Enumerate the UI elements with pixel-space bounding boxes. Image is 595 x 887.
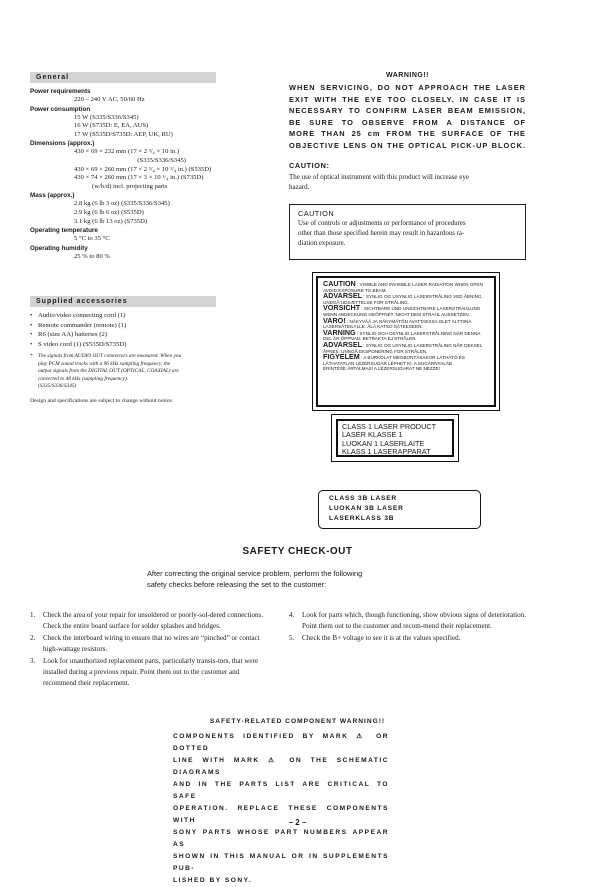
component-warning-line: SHOWN IN THIS MANUAL OR IN SUPPLEMENTS PUB- <box>173 853 389 872</box>
list-item: • Audio/video connecting cord (1) <box>30 312 126 319</box>
general-section <box>30 72 216 261</box>
label-row: VARO! : NÄKYVÄÄ JA NÄKYMÄTÖN AVATTAESSA OLET ALTTIINA LASERSÄTEILYLLE. ÄLÄ KATSO SÄTEESEEN. <box>323 315 472 330</box>
warning-line: OBJECTIVE LENS ON THE OPTICAL PICK-UP BLOCK. <box>289 140 526 150</box>
note-line: converted to 48 kHz (sampling frequency). <box>38 375 129 382</box>
list-item: 2. Check the interboard wiring to ensure that no wires are “pinched” or contact high-wattage resistors. <box>30 634 260 653</box>
warning-line: EXIT WITH THE EYE TOO CLOSELY. IN CASE IT IS <box>289 94 526 104</box>
power-consumption-value: 15 W (S335/S336/S345) <box>74 113 139 121</box>
dimensions-label: Dimensions (approx.) <box>30 140 95 148</box>
bullet-icon: • <box>30 312 33 319</box>
warning-line: WHEN SERVICING, DO NOT APPROACH THE LASER <box>289 83 526 92</box>
safety-steps-right <box>289 610 529 645</box>
component-warning-line: OPERATION. REPLACE THESE COMPONENTS WITH <box>173 805 389 824</box>
component-warning-body <box>173 731 389 887</box>
caution-box-title: CAUTION <box>298 209 335 218</box>
laser-caution-label <box>316 276 496 407</box>
bullet-icon: • <box>30 321 33 329</box>
label-row: ADVARSEL : SYNLIG OG USYNLIG LASERSTRÅLING VED ÅBNING. UNDGÅ UDSÆTTELSE FOR STRÅLING. <box>323 291 483 305</box>
caution-box-line: Use of controls or adjustments or performance of procedures <box>298 220 466 227</box>
class3b-line: CLASS 3B LASER <box>329 495 397 502</box>
class1-laser-label <box>336 419 454 457</box>
dimensions-value: 430 × 74 × 260 mm (17 × 3 × 10 ¹/₄ in.) (S735D) <box>74 174 204 182</box>
accessories-section <box>30 296 216 404</box>
list-item: 4. Look for parts which, though functioning, show obvious signs of deterioration. Point them out to the customer and recom-mend their replacement. <box>289 611 527 630</box>
label-row: FIGYELEM : A BURKOLAT MEGBONTÁSAKOR LÁTHATÓ ÉS LÁTHATATLAN LÉZERSUGÁR LÉPHET KI. A SUGÁRNYALÁB ÉRINTÉSE ÁRTALMAS! A LÉZERSUGARAT NE NÉZZE! <box>323 352 465 372</box>
operating-humidity-label: Operating humidity <box>30 244 88 252</box>
operating-temperature-label: Operating temperature <box>30 227 98 235</box>
safety-intro: After correcting the original service problem, perform the following safety checks before releasing the set to the customer: <box>147 569 363 589</box>
list-item: 1. Check the area of your repair for unsoldered or poorly-sol-dered connections. Check the entire board surface for solder splashes and bridges. <box>30 611 264 630</box>
list-item: • S video cord (1) (S535D/S735D) <box>30 340 127 348</box>
accessories-list <box>30 311 216 349</box>
component-warning-line: AND IN THE PARTS LIST ARE CRITICAL TO SAFE <box>173 781 389 800</box>
operating-temperature-value: 5 °C to 35 °C <box>74 235 110 243</box>
warning-line: MORE THAN 25 cm FROM THE SURFACE OF THE <box>289 129 526 139</box>
accessories-heading: Supplied accessories <box>30 296 216 307</box>
power-consumption-value: 16 W (S735D: E, EA, AUS) <box>74 122 149 130</box>
class1-line: KLASS 1 LASERAPPARAT <box>342 446 431 456</box>
caution-box-line: other than those specified herein may result in hazardous ra- <box>298 230 465 237</box>
label-row: VARNING : SYNLIG OCH OSYNLIG LASERSTRÅLNING NÄR DENNA DEL ÄR ÖPPNAD. BETRAKTA EJ STRÅLEN. <box>323 327 481 342</box>
safety-title: SAFETY CHECK-OUT <box>242 546 353 557</box>
note-line: output signals from the DIGITAL OUT (OPTICAL, COAXIAL) are <box>38 368 179 375</box>
class1-line: LUOKAN 1 LASERLAITE <box>342 438 425 448</box>
warning-section <box>289 72 526 192</box>
safety-steps-left <box>30 610 266 690</box>
bullet-icon: • <box>30 331 33 339</box>
note-mark: * <box>30 353 33 360</box>
audio-note <box>30 353 216 390</box>
power-requirements-value: 220 – 240 V AC, 50/60 Hz <box>74 96 145 103</box>
caution-box-line: diation exposure. <box>298 240 346 247</box>
component-warning-line: SONY PARTS WHOSE PART NUMBERS APPEAR AS <box>173 829 389 848</box>
label-row: ADVARSEL : SYNLIG OG USYNLIG LASERSTRÅLING NÅR DEKSEL ÅPNES. UNNGÅ EKSPONERING FOR STRÅLEN. <box>323 339 483 354</box>
component-warning-line: COMPONENTS IDENTIFIED BY MARK ⚠ OR DOTTED <box>173 733 389 752</box>
bullet-icon: • <box>30 340 33 348</box>
caution-line: hazard. <box>289 182 310 191</box>
mass-value: 2.8 kg (6 lb 3 oz) (S335/S336/S345) <box>74 200 170 208</box>
list-item: 3. Look for unauthorized replacement parts, particularly transis-tors, that were installed during a previous repair. Point them out to the customer and recommend their replacement. <box>30 657 259 687</box>
warning-line: NECESSARY TO CONFIRM LASER BEAM EMISSION, <box>289 106 526 116</box>
power-consumption-value: 17 W (S535D/S735D: AEP, UK, RU) <box>74 130 173 138</box>
list-item: • R6 (size AA) batteries (2) <box>30 331 108 339</box>
component-warning-title: SAFETY-RELATED COMPONENT WARNING!! <box>209 718 386 725</box>
mass-value: 3.1 kg (6 lb 13 oz) (S735D) <box>74 217 148 225</box>
label-row: VORSICHT : SICHTBARE UND UNSICHTBARE LASERSTRAHLUNG WENN ABDECKUNG GEÖFFNET. NICHT DEM STRAHL AUSSETZEN. <box>323 303 481 317</box>
power-consumption-label: Power consumption <box>30 105 91 113</box>
warning-title: WARNING!! <box>386 72 429 79</box>
power-requirements-label: Power requirements <box>30 88 91 95</box>
list-item: 5. Check the B+ voltage to see it is at the values specified. <box>289 634 461 642</box>
design-note: Design and specifications are subject to change without notice. <box>30 398 174 405</box>
caution-line: The use of optical instrument with this product will increase eye <box>289 172 470 181</box>
general-heading: General <box>30 72 216 83</box>
caution-box <box>289 204 526 260</box>
warning-line: BE SURE TO OBSERVE FROM A DISTANCE OF <box>289 117 526 127</box>
class3b-laser-label <box>318 490 481 529</box>
mass-label: Mass (approx.) <box>30 192 75 200</box>
note-line: play PCM sound tracks with a 96 kHz sampling frequency, the <box>38 360 171 367</box>
list-item: • Remote commander (remote) (1) <box>30 321 127 329</box>
dimensions-value: (w/h/d) incl. projecting parts <box>92 182 168 190</box>
component-warning-line: LINE WITH MARK ⚠ ON THE SCHEMATIC DIAGRAMS <box>173 757 389 776</box>
class3b-line: LUOKAN 3B LASER <box>329 505 404 512</box>
label-row: CAUTION : VISIBLE AND INVISIBLE LASER RADIATION WHEN OPEN AVOID EXPOSURE TO BEAM. <box>323 279 483 293</box>
mass-value: 2.9 kg (6 lb 6 oz) (S535D) <box>74 208 144 216</box>
dimensions-value: 430 × 69 × 260 mm (17 × 2 ³/₄ × 10 ¹/₄ in.) (S535D) <box>74 165 212 173</box>
class3b-line: LASERKLASS 3B <box>329 515 395 522</box>
note-line: (S335/S336/S345) <box>38 383 77 389</box>
note-line: The signals from AUDIO OUT connectors are measured. When you <box>38 353 182 360</box>
component-warning-line: LISHED BY SONY. <box>173 877 253 884</box>
class1-line: CLASS 1 LASER PRODUCT <box>342 422 437 431</box>
caution-heading: CAUTION: <box>289 160 330 170</box>
class1-line: LASER KLASSE 1 <box>342 430 403 440</box>
dimensions-value: (S335/S336/S345) <box>137 156 186 164</box>
dimensions-value: 430 × 69 × 232 mm (17 × 2 ³/₄ × 10 in.) <box>74 148 180 156</box>
operating-humidity-value: 25 % to 80 % <box>74 252 110 260</box>
page-number: – 2 – <box>288 818 307 827</box>
